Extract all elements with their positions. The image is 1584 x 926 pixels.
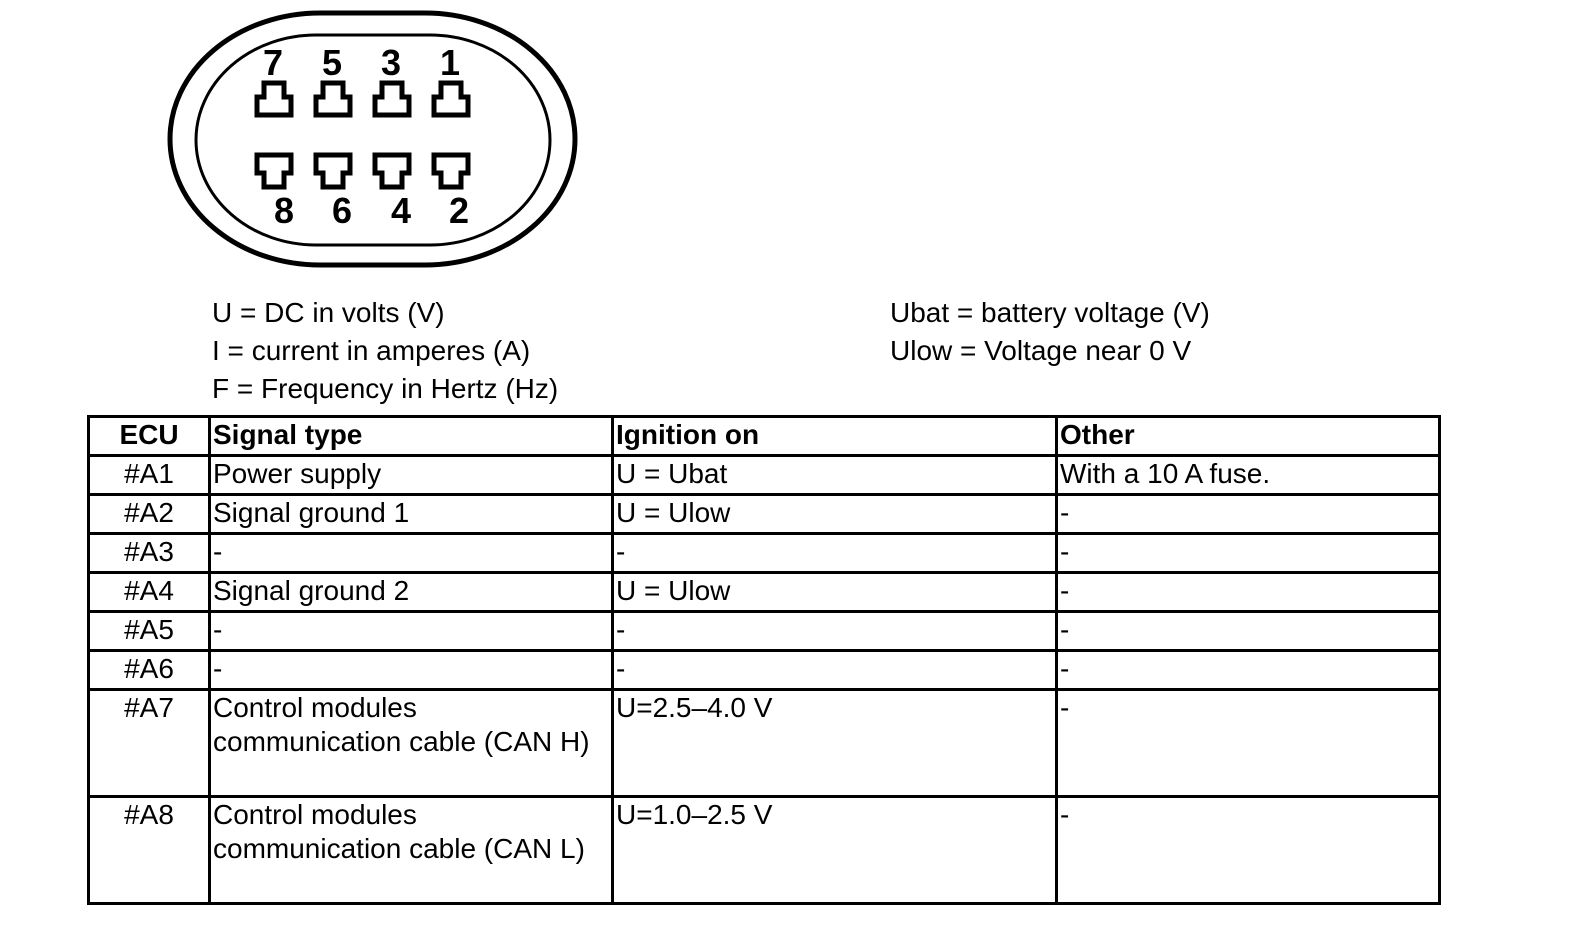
pin-4-terminal bbox=[375, 155, 409, 187]
cell-other: With a 10 A fuse. bbox=[1057, 456, 1440, 495]
table-row bbox=[89, 456, 1440, 495]
cell-ignition: U=2.5–4.0 V bbox=[613, 690, 1057, 797]
pin-8-terminal bbox=[257, 155, 291, 187]
cell-ecu: #A7 bbox=[89, 690, 210, 797]
cell-other: - bbox=[1057, 690, 1440, 797]
legend-ubat: Ubat = battery voltage (V) bbox=[890, 297, 1210, 328]
cell-signal: - bbox=[210, 612, 613, 651]
legend-ulow: Ulow = Voltage near 0 V bbox=[890, 335, 1192, 366]
cell-other: - bbox=[1057, 797, 1440, 904]
cell-signal: Power supply bbox=[210, 456, 613, 495]
pin-1-terminal bbox=[434, 83, 468, 115]
legend-voltage: U = DC in volts (V) bbox=[212, 297, 445, 328]
legend-units bbox=[212, 294, 558, 408]
header-other: Other bbox=[1057, 417, 1440, 456]
cell-ignition: U = Ulow bbox=[613, 495, 1057, 534]
table-row bbox=[89, 690, 1440, 797]
pin-label-5: 5 bbox=[321, 42, 343, 83]
cell-other: - bbox=[1057, 495, 1440, 534]
cell-ecu: #A8 bbox=[89, 797, 210, 904]
cell-ecu: #A3 bbox=[89, 534, 210, 573]
cell-signal: Signal ground 1 bbox=[210, 495, 613, 534]
pin-2-terminal bbox=[434, 155, 468, 187]
table-row bbox=[89, 573, 1440, 612]
cell-signal: - bbox=[210, 651, 613, 690]
legend-voltage-terms bbox=[890, 294, 1210, 370]
table-row bbox=[89, 495, 1440, 534]
cell-ignition: - bbox=[613, 534, 1057, 573]
pin-3-terminal bbox=[375, 83, 409, 115]
pin-5-terminal bbox=[316, 83, 350, 115]
cell-signal: Control modules communication cable (CAN H) bbox=[210, 690, 613, 797]
pin-6-terminal bbox=[316, 155, 350, 187]
cell-ecu: #A5 bbox=[89, 612, 210, 651]
cell-ecu: #A4 bbox=[89, 573, 210, 612]
table-row bbox=[89, 651, 1440, 690]
cell-ecu: #A2 bbox=[89, 495, 210, 534]
cell-other: - bbox=[1057, 534, 1440, 573]
pin-label-4: 4 bbox=[390, 190, 412, 231]
pin-label-1: 1 bbox=[439, 42, 461, 83]
pin-assignment-table bbox=[87, 415, 1441, 905]
legend-current: I = current in amperes (A) bbox=[212, 335, 531, 366]
header-ecu: ECU bbox=[89, 417, 210, 456]
table-row bbox=[89, 612, 1440, 651]
pin-label-3: 3 bbox=[380, 42, 402, 83]
pin-7-terminal bbox=[257, 83, 291, 115]
cell-signal: Signal ground 2 bbox=[210, 573, 613, 612]
pin-label-7: 7 bbox=[262, 42, 284, 83]
cell-ecu: #A6 bbox=[89, 651, 210, 690]
cell-ecu: #A1 bbox=[89, 456, 210, 495]
header-ignition-on: Ignition on bbox=[613, 417, 1057, 456]
cell-ignition: U=1.0–2.5 V bbox=[613, 797, 1057, 904]
table-header-row bbox=[89, 417, 1440, 456]
cell-signal: Control modules communication cable (CAN L) bbox=[210, 797, 613, 904]
pin-label-2: 2 bbox=[448, 190, 470, 231]
cell-ignition: - bbox=[613, 651, 1057, 690]
connector-diagram bbox=[160, 5, 590, 275]
connector-inner-housing bbox=[196, 35, 550, 245]
table-row bbox=[89, 534, 1440, 573]
connector-outer-housing bbox=[170, 13, 575, 265]
pin-label-8: 8 bbox=[273, 190, 295, 231]
pin-label-6: 6 bbox=[331, 190, 353, 231]
legend-frequency: F = Frequency in Hertz (Hz) bbox=[212, 373, 559, 404]
cell-other: - bbox=[1057, 612, 1440, 651]
cell-signal: - bbox=[210, 534, 613, 573]
cell-ignition: U = Ulow bbox=[613, 573, 1057, 612]
table-row bbox=[89, 797, 1440, 904]
cell-other: - bbox=[1057, 651, 1440, 690]
cell-other: - bbox=[1057, 573, 1440, 612]
cell-ignition: U = Ubat bbox=[613, 456, 1057, 495]
header-signal-type: Signal type bbox=[210, 417, 613, 456]
cell-ignition: - bbox=[613, 612, 1057, 651]
